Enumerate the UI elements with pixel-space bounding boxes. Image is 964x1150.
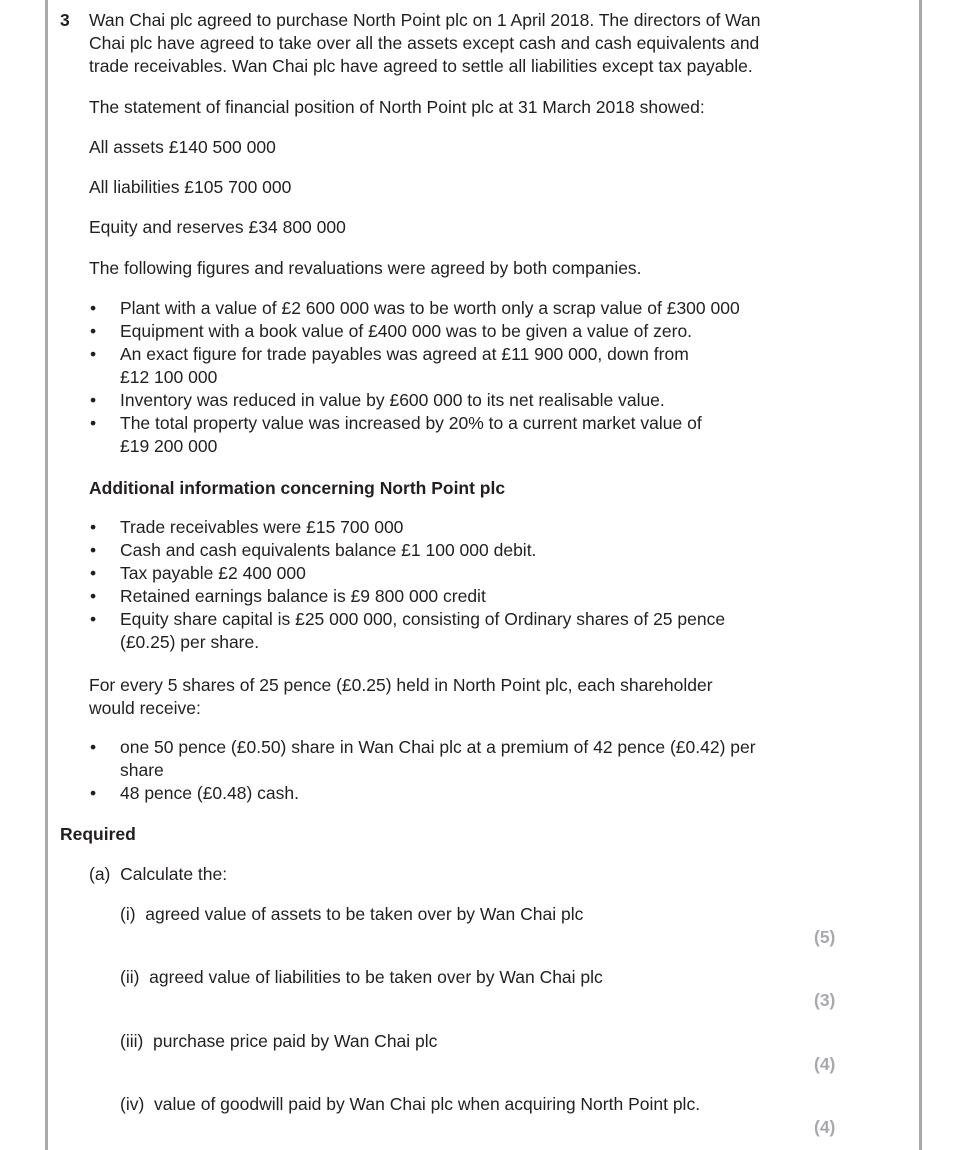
bullet-marker: • bbox=[90, 390, 97, 410]
list-item: Tax payable £2 400 000 bbox=[120, 563, 306, 583]
list-item: share bbox=[120, 760, 164, 780]
left-margin-rule bbox=[45, 0, 48, 1150]
list-item: An exact figure for trade payables was agreed at £11 900 000, down from bbox=[120, 344, 689, 364]
intro-line: trade receivables. Wan Chai plc have agreed to settle all liabilities except tax payable. bbox=[89, 56, 753, 76]
additional-heading: Additional information concerning North Point plc bbox=[89, 478, 506, 498]
list-item: £12 100 000 bbox=[120, 367, 218, 387]
part-a: (a) Calculate the: bbox=[89, 864, 228, 884]
right-margin-rule bbox=[919, 0, 922, 1150]
statement-intro: The statement of financial position of North Point plc at 31 March 2018 showed: bbox=[89, 97, 705, 117]
all-assets: All assets £140 500 000 bbox=[89, 137, 276, 157]
bullet-marker: • bbox=[90, 563, 97, 583]
intro-line: Wan Chai plc agreed to purchase North Point plc on 1 April 2018. The directors of Wan bbox=[89, 10, 761, 30]
required-heading: Required bbox=[60, 824, 136, 844]
marks-allocation: (3) bbox=[814, 990, 836, 1010]
bullet-marker: • bbox=[90, 540, 97, 560]
marks-allocation: (4) bbox=[814, 1054, 836, 1074]
marks-allocation: (5) bbox=[814, 927, 836, 947]
exchange-intro: would receive: bbox=[89, 698, 201, 718]
intro-line: Chai plc have agreed to take over all the assets except cash and cash equivalents and bbox=[89, 33, 760, 53]
list-item: (£0.25) per share. bbox=[120, 632, 260, 652]
subpart-question: (iii) purchase price paid by Wan Chai plc bbox=[120, 1031, 438, 1051]
subpart-question: (ii) agreed value of liabilities to be taken over by Wan Chai plc bbox=[120, 967, 603, 987]
subpart-question: (i) agreed value of assets to be taken over by Wan Chai plc bbox=[120, 904, 584, 924]
bullet-marker: • bbox=[90, 737, 97, 757]
exchange-intro: For every 5 shares of 25 pence (£0.25) held in North Point plc, each shareholder bbox=[89, 675, 713, 695]
bullet-marker: • bbox=[90, 517, 97, 537]
list-item: The total property value was increased by 20% to a current market value of bbox=[120, 413, 702, 433]
list-item: Retained earnings balance is £9 800 000 credit bbox=[120, 586, 486, 606]
list-item: Equity share capital is £25 000 000, consisting of Ordinary shares of 25 pence bbox=[120, 609, 726, 629]
equity-reserves: Equity and reserves £34 800 000 bbox=[89, 217, 346, 237]
list-item: Equipment with a book value of £400 000 was to be given a value of zero. bbox=[120, 321, 693, 341]
list-item: Plant with a value of £2 600 000 was to be worth only a scrap value of £300 000 bbox=[120, 298, 740, 318]
question-number: 3 bbox=[60, 10, 70, 30]
bullet-marker: • bbox=[90, 609, 97, 629]
all-liabilities: All liabilities £105 700 000 bbox=[89, 177, 292, 197]
bullet-marker: • bbox=[90, 586, 97, 606]
marks-allocation: (4) bbox=[814, 1117, 836, 1137]
list-item: £19 200 000 bbox=[120, 436, 218, 456]
bullet-marker: • bbox=[90, 344, 97, 364]
figures-intro: The following figures and revaluations were agreed by both companies. bbox=[89, 258, 642, 278]
list-item: Inventory was reduced in value by £600 000 to its net realisable value. bbox=[120, 390, 665, 410]
bullet-marker: • bbox=[90, 783, 97, 803]
list-item: 48 pence (£0.48) cash. bbox=[120, 783, 300, 803]
subpart-question: (iv) value of goodwill paid by Wan Chai plc when acquiring North Point plc. bbox=[120, 1094, 701, 1114]
bullet-marker: • bbox=[90, 321, 97, 341]
list-item: Cash and cash equivalents balance £1 100 000 debit. bbox=[120, 540, 537, 560]
list-item: one 50 pence (£0.50) share in Wan Chai plc at a premium of 42 pence (£0.42) per bbox=[120, 737, 756, 757]
bullet-marker: • bbox=[90, 298, 97, 318]
bullet-marker: • bbox=[90, 413, 97, 433]
list-item: Trade receivables were £15 700 000 bbox=[120, 517, 404, 537]
